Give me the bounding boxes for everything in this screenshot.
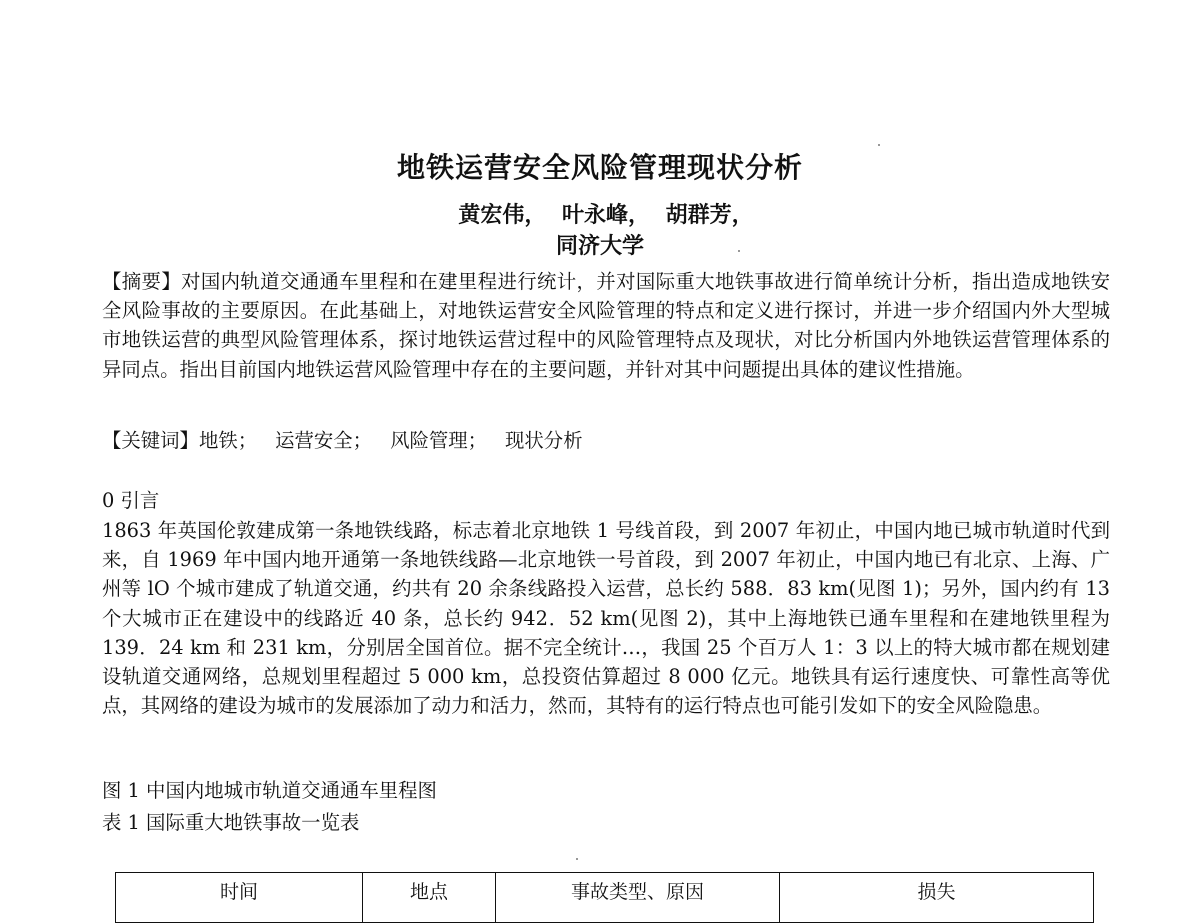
- keyword: 运营安全；: [275, 429, 373, 452]
- keywords: [102, 426, 1110, 455]
- affiliation: 同济大学: [555, 234, 644, 259]
- keyword: 地铁；: [198, 429, 258, 452]
- scan-speck: [878, 144, 880, 146]
- table-header-cell: 损失: [780, 873, 1094, 923]
- table-header-cell: 时间: [116, 873, 363, 923]
- scan-speck: [576, 858, 578, 860]
- abstract-label: 【摘要】: [102, 270, 182, 293]
- keyword: 风险管理；: [390, 429, 488, 452]
- abstract: [102, 267, 1110, 384]
- figure-caption: 图 1 中国内地城市轨道交通通车里程图: [102, 779, 437, 802]
- paper-title: 地铁运营安全风险管理现状分析: [396, 151, 803, 184]
- table-header-row: [116, 873, 1094, 923]
- table-caption: 表 1 国际重大地铁事故一览表: [102, 811, 360, 834]
- section-heading: 0 引言: [102, 489, 160, 512]
- table-header-cell: 地点: [363, 873, 496, 923]
- accident-table: [115, 872, 1094, 923]
- table-header-cell: 事故类型、原因: [496, 873, 780, 923]
- keywords-label: 【关键词】: [102, 429, 199, 452]
- body-paragraph: 1863 年英国伦敦建成第一条地铁线路，标志着北京地铁 1 号线首段，到 2007 年初止，中国内地已城市轨道时代到来，自 1969 年中国内地开通第一条地铁线路—北京地铁一号首段，到 2007 年初止，中国内地已有北京、上海、广州等 lO 个城市建成了轨道交通，约共有 20 余条线路投入运营，总长约 588．83 km(见图 1)；另外，国内约有 13 个大城市正在建设中的线路近 40 条，总长约 942．52 km(见图 2)，其中上海地铁已通车里程和在建地铁里程为 139．24 km 和 231 km，分别居全国首位。据不完全统计…，我国 25 个百万人 1：3 以上的特大城市都在规划建设轨道交通网络，总规划里程超过 5 000 km，总投资估算超过 8 000 亿元。地铁具有运行速度快、可靠性高等优点，其网络的建设为城市的发展添加了动力和活力，然而，其特有的运行特点也可能引发如下的安全风险隐患。: [102, 519, 1110, 718]
- author-list: 黄宏伟， 叶永峰， 胡群芳，: [458, 203, 754, 228]
- abstract-text: 对国内轨道交通通车里程和在建里程进行统计，并对国际重大地铁事故进行简单统计分析，指出造成地铁安全风险事故的主要原因。在此基础上，对地铁运营安全风险管理的特点和定义进行探讨，并进一步介绍国内外大型城市地铁运营的典型风险管理体系，探讨地铁运营过程中的风险管理特点及现状，对比分析国内外地铁运营管理体系的异同点。指出目前国内地铁运营风险管理中存在的主要问题，并针对其中问题提出具体的建议性措施。: [102, 270, 1111, 381]
- scan-speck: [738, 250, 740, 252]
- keyword: 现状分析: [505, 429, 583, 452]
